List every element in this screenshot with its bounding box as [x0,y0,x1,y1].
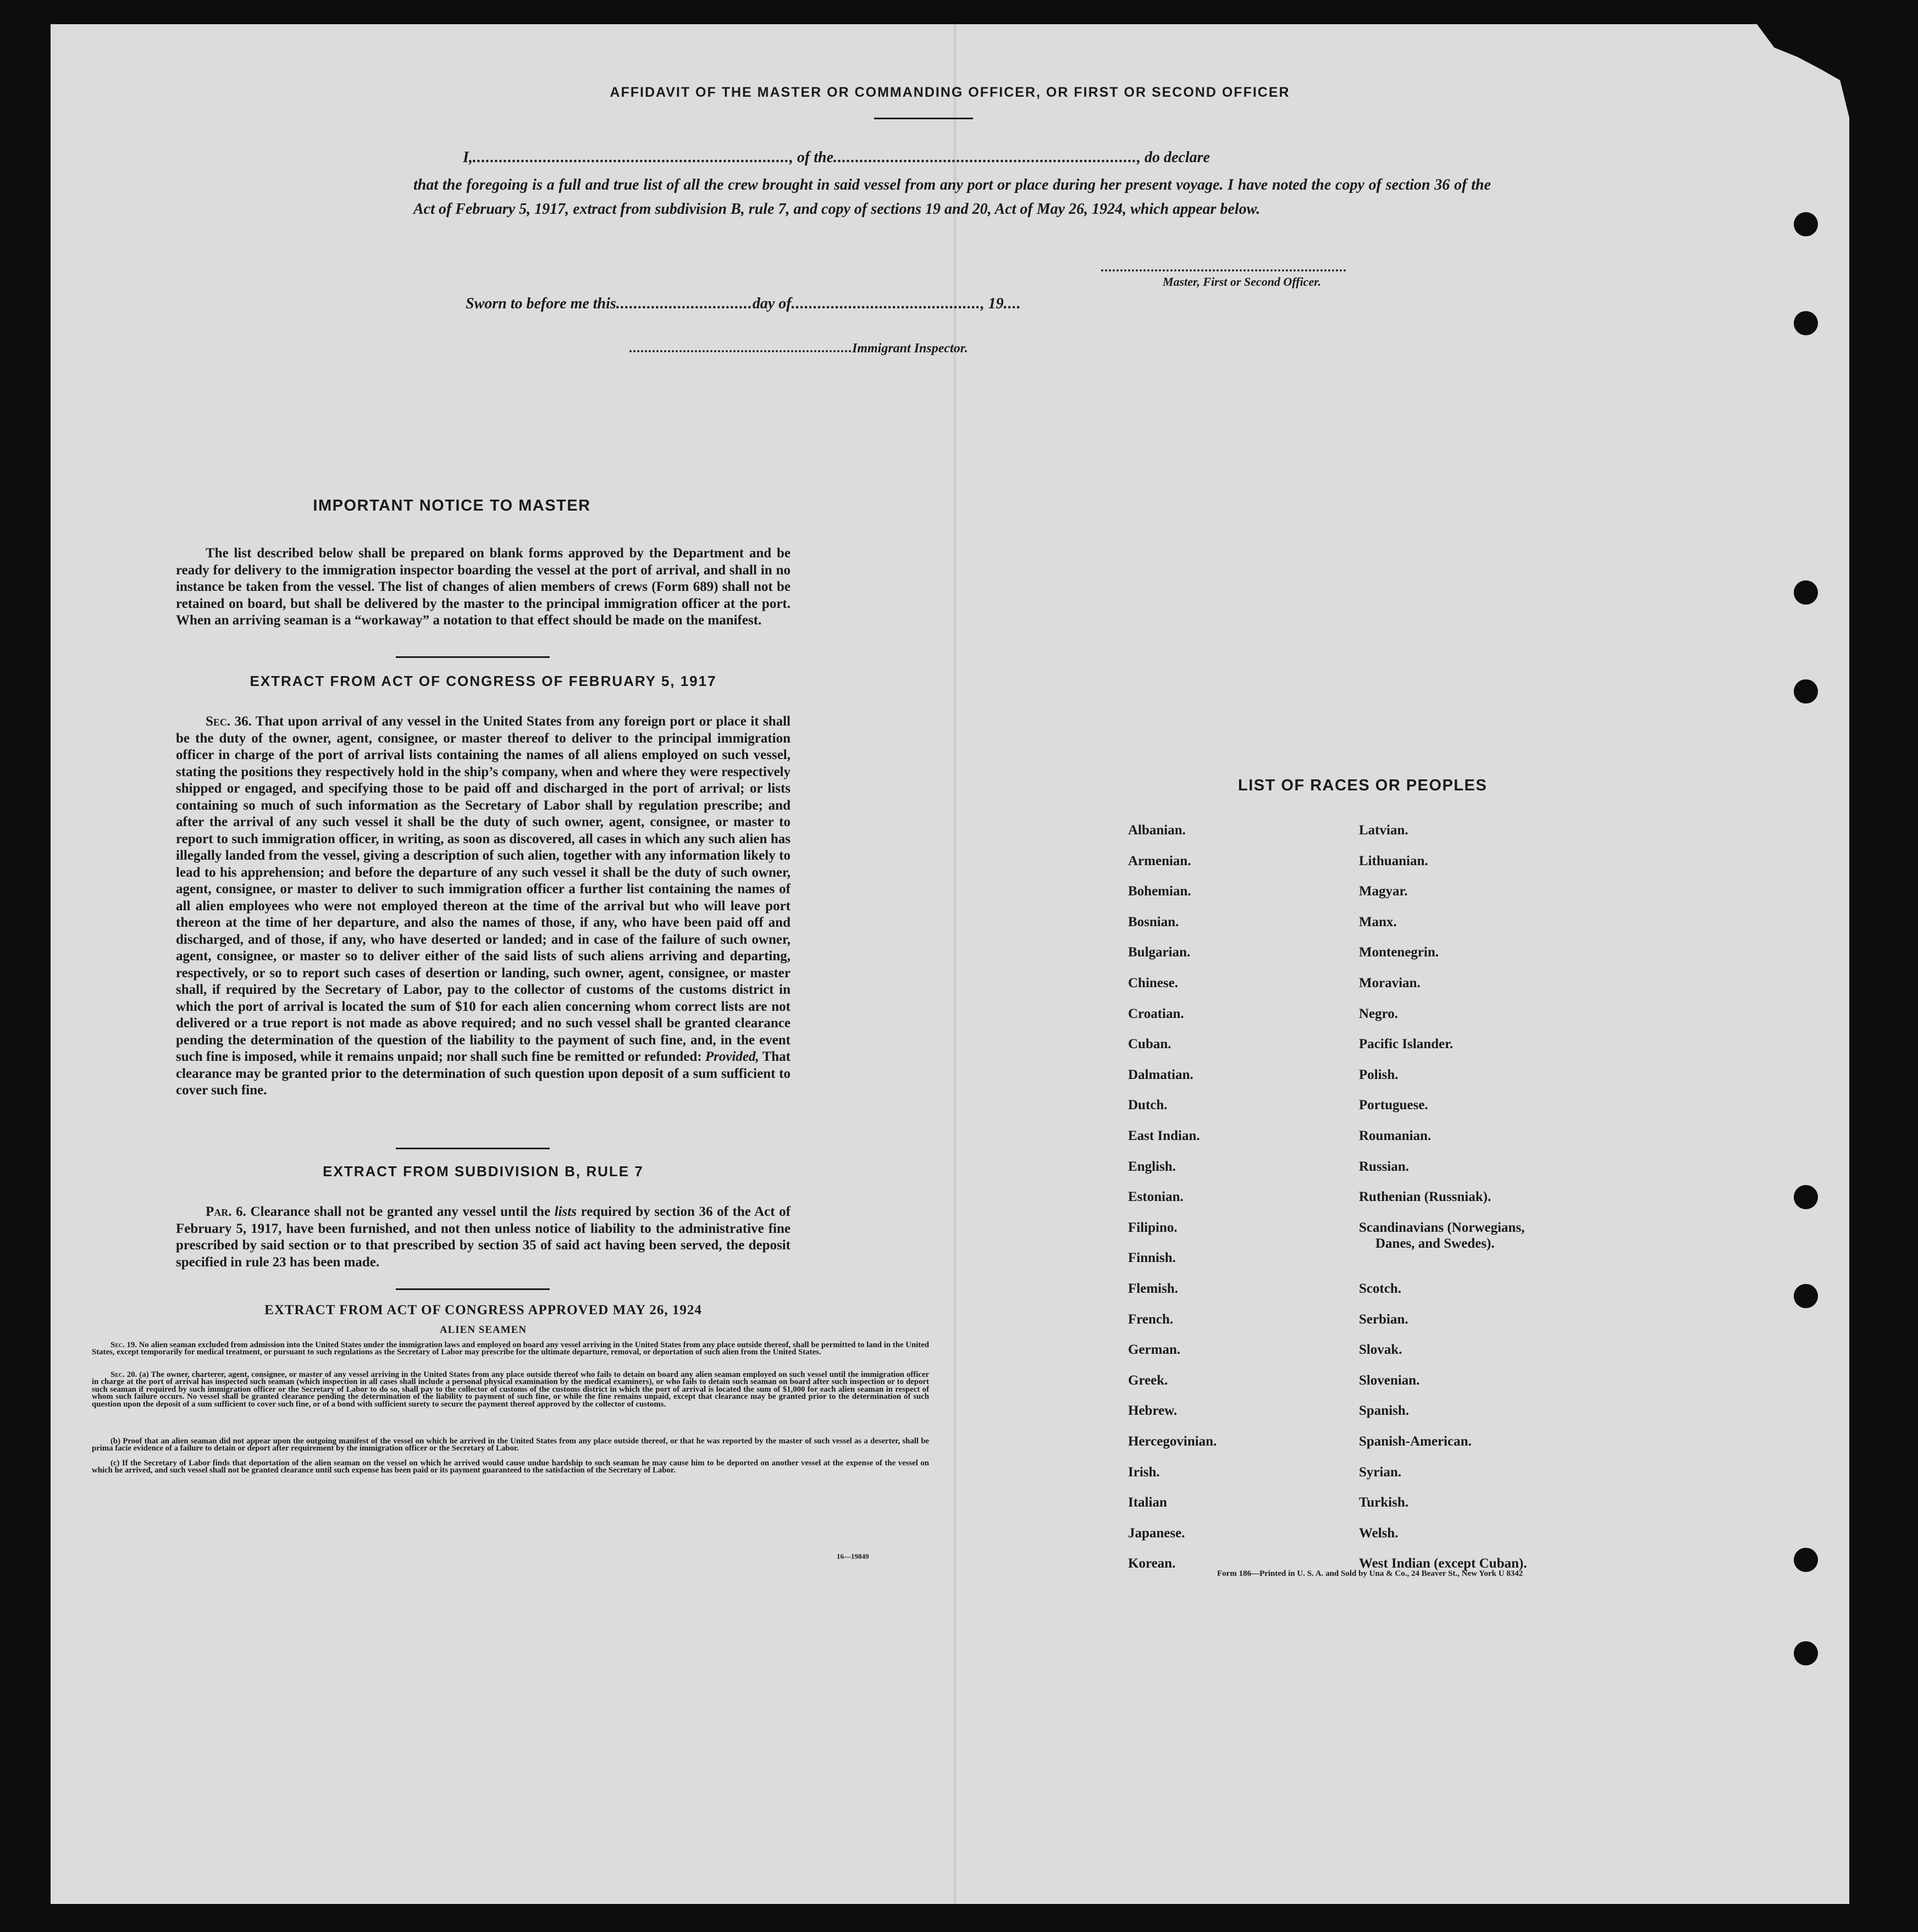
section-rule-3 [396,1288,550,1290]
race-item-left: Estonian. [1128,1189,1184,1205]
affidavit-i: I, [463,149,473,166]
race-item-left: Bohemian. [1128,884,1191,899]
sworn-year-blank[interactable]: .... [1003,295,1021,312]
par-6-text-a: Clearance shall not be granted any vessel until the [250,1204,551,1219]
alien-seamen-subtitle: ALIEN SEAMEN [439,1324,527,1336]
punch-hole-1 [1794,212,1818,236]
sec-20c-text: (c) If the Secretary of Labor finds that deportation of the alien seaman on the vessel on which he arrived would cause undue hardship to such seaman he may cause him to be deported on another vessel at the expense of the vessel on which he arrived, and such vessel shall not be granted clearance until such expense has been paid or its payment guaranteed to the satisfaction of the Secretary of Labor. [92,1459,929,1475]
race-item-left: Dutch. [1128,1098,1168,1113]
sworn-day-of: day of [752,295,792,312]
race-item-right: Scotch. [1359,1281,1402,1296]
sec-36-text: That upon arrival of any vessel in the United States from any foreign port or place it shall be the duty of the owner, agent, consignee, or master thereof to deliver to the principal immigration officer in charge of the port of arrival lists containing the names of all aliens employed on such vessel, stating the positions they respectively hold in the ship’s company, when and where they were respectively shipped or engaged, and specifying those to be paid off and discharged in the port of arrival; or lists containing so much of such information as the Secretary of Labor shall by regulation prescribe; and after the arrival of any such vessel it shall be the duty of such owner, agent, consignee, or master to report to such immigration officer, in writing, as soon as discovered, all cases in which any such alien has illegally landed from the vessel, giving a description of such alien, together with any information likely to lead to his apprehension; and before the departure of any such vessel it shall be the duty of such owner, agent, consignee, or master to deliver to such immigration officer a further list containing the names of all alien employees who were not employed thereon at the time of the arrival but who will leave port thereon at the time of her departure, and also the names of those, if any, who have been paid off and discharged, and of those, if any, who have deserted or landed; and in case of the failure of such owner, agent, consignee, or master so to deliver either of the said lists of such aliens arriving and departing, respectively, or so to report such cases of desertion or landing, such owner, agent, consignee, or master shall, if required by the Secretary of Labor, pay to the collector of customs of the customs district in which the port of arrival is located the sum of $10 for each alien concerning whom correct lists are not delivered or a true report is not made as above required; and no such vessel shall be granted clearance pending the determination of the question of the liability to the payment of such fine, and, in the event such fine is imposed, while it remains unpaid; nor shall such fine be remitted or refunded: [176,714,791,1064]
sec-20c-para [92,1460,929,1475]
extract-1924-title: EXTRACT FROM ACT OF CONGRESS APPROVED MAY 26, 1924 [264,1303,702,1317]
race-item-left: English. [1128,1159,1176,1174]
punch-hole-2 [1794,311,1818,335]
sec-20b-para [92,1438,929,1453]
affidavit-line1 [463,149,1491,167]
race-item-right: Pacific Islander. [1359,1037,1453,1052]
section-rule-2 [396,1148,550,1149]
race-item-left: Hercegovinian. [1128,1434,1217,1449]
race-item-left: German. [1128,1342,1181,1358]
race-item-left: Greek. [1128,1372,1168,1388]
sec-20-label: Sec. 20. [110,1370,137,1379]
affidavit-of-the: , of the [789,149,834,166]
punch-hole-4 [1794,679,1818,704]
race-item-left: Croatian. [1128,1006,1184,1021]
master-signature-label: Master, First or Second Officer. [1163,275,1322,289]
race-item-right: Welsh. [1359,1525,1399,1541]
sec-19-label: Sec. 19. [110,1341,137,1349]
race-item-right: West Indian (except Cuban). [1359,1556,1527,1571]
lists-word: lists [554,1204,577,1219]
form-code: 16—19849 [837,1552,869,1560]
sec-20a-para [92,1371,929,1408]
race-item-right: Montenegrin. [1359,945,1439,960]
race-item-left: Albanian. [1128,823,1186,838]
inspector-line [629,341,968,356]
sworn-prefix: Sworn to before me this [466,295,616,312]
sec-20a-text: (a) The owner, charterer, agent, consignee, or master of any vessel arriving in the United States from any place outside thereof who fails to detain on board any alien seaman employed on such vessel until the immigration officer in charge at the port of arrival has inspected such seaman (which inspection in all cases shall include a personal physical examination by the medical examiners), or who fails to detain such seaman on board after such inspection or to deport such seaman if required by such immigration officer or the Secretary of Labor to do so, shall pay to the collector of customs of the customs district in which the port of arrival is located the sum of $1,000 for each alien seaman in respect of whom such failure occurs. No vessel shall be granted clearance pending the determination of the liability to payment of such fine, or while the fine remains unpaid, except that clearance may be granted prior to the determination of such question upon the deposit of a sum sufficient to cover such fine, or of a bond with sufficient surety to secure the payment thereof approved by the collector of customs. [92,1370,930,1409]
race-item-left: Bulgarian. [1128,945,1191,960]
punch-hole-3 [1794,580,1818,605]
race-item-right: Slovenian. [1359,1372,1420,1388]
provided-label: Provided, [705,1049,759,1064]
sworn-line [466,295,1021,313]
extract-1917-title: EXTRACT FROM ACT OF CONGRESS OF FEBRUARY 5, 1917 [250,673,717,689]
race-item-left: Japanese. [1128,1525,1185,1541]
race-item-right: Slovak. [1359,1342,1402,1358]
sworn-day-blank[interactable]: ............................... [616,295,753,312]
race-item-left: Armenian. [1128,853,1191,868]
race-item-left: Finnish. [1128,1250,1176,1266]
sec-19-para [92,1342,929,1357]
races-title: LIST OF RACES OR PEOPLES [1238,777,1488,794]
master-name-blank[interactable]: ........................................................................ [472,149,789,166]
affidavit-body: that the foregoing is a full and true list of all the crew brought in said vessel from any port or place during her present voyage. I have noted the copy of section 36 of the Act of February 5, 1917, extract from subdivision B, rule 7, and copy of sections 19 and 20, Act of May 26, 1924, which appear below. [413,176,1491,218]
punch-hole-6 [1794,1284,1818,1308]
inspector-label: Immigrant Inspector. [852,341,968,356]
punch-hole-7 [1794,1548,1818,1572]
torn-corner [1734,24,1849,118]
punch-hole-8 [1794,1641,1818,1665]
race-item-right: Spanish-American. [1359,1434,1472,1449]
extract-1917-body [176,713,791,1099]
race-item-right: Latvian. [1359,823,1408,838]
provided-text: That clearance may be granted prior to the determination of such question upon deposit of a sum sufficient to cover such fine. [176,1049,791,1098]
sec-36-label: Sec. 36. [206,714,252,729]
notice-body [176,545,791,629]
master-signature-line[interactable]: ................................................................ [1101,261,1347,275]
race-item-right: Syrian. [1359,1464,1402,1480]
race-item-left: Chinese. [1128,976,1178,990]
race-item-right: Danes, and Swedes). [1375,1236,1495,1251]
sec-20b-text: (b) Proof that an alien seaman did not appear upon the outgoing manifest of the vessel on which he arrived in the United States from any place outside thereof, or that he was reported by the master of such vessel as a deserter, shall be prima facie evidence of a failure to detain or deport after requirement by the immigration officer or the Secretary of Labor. [92,1437,929,1453]
notice-title: IMPORTANT NOTICE TO MASTER [313,497,591,514]
race-item-right: Lithuanian. [1359,853,1428,868]
race-item-right: Polish. [1359,1067,1399,1082]
notice-body-text: The list described below shall be prepared on blank forms approved by the Department and be ready for delivery to the immigration inspector boarding the vessel at the port of arrival, and shall in no instance be taken from the vessel. The list of changes of alien members of crews (Form 689) shall not be retained on board, but shall be delivered by the master to the principal immigration officer at the port. When an arriving seaman is a “workaway” a notation to that effect should be made on the manifest. [176,546,791,628]
race-item-left: Flemish. [1128,1281,1178,1296]
race-item-right: Portuguese. [1359,1098,1428,1113]
race-item-left: Hebrew. [1128,1403,1178,1419]
rule-7-body [176,1204,791,1271]
race-item-right: Russian. [1359,1159,1410,1174]
race-item-left: French. [1128,1311,1174,1327]
par-6-label: Par. 6. [206,1204,246,1219]
race-item-right: Negro. [1359,1006,1399,1021]
rule-7-title: EXTRACT FROM SUBDIVISION B, RULE 7 [323,1163,644,1180]
race-item-left: Irish. [1128,1464,1160,1480]
sworn-month-blank[interactable]: ........................................... [791,295,981,312]
race-item-left: Filipino. [1128,1220,1178,1235]
race-item-right: Moravian. [1359,976,1420,990]
punch-hole-5 [1794,1185,1818,1209]
vessel-name-blank[interactable]: ..................................................................... [833,149,1137,166]
race-item-right: Scandinavians (Norwegians, [1359,1220,1525,1235]
race-item-right: Magyar. [1359,884,1408,899]
section-rule-1 [396,656,550,658]
race-item-right: Turkish. [1359,1495,1409,1510]
affidavit-title: AFFIDAVIT OF THE MASTER OR COMMANDING OFFICER, OR FIRST OR SECOND OFFICER [610,85,1290,100]
race-item-right: Ruthenian (Russniak). [1359,1189,1491,1205]
race-item-left: Bosnian. [1128,914,1179,929]
affidavit-title-rule [874,118,973,119]
document-page [51,24,1849,1904]
printer-imprint: Form 186—Printed in U. S. A. and Sold by Una & Co., 24 Beaver St., New York U 8342 [1217,1569,1523,1578]
race-item-left: Korean. [1128,1556,1176,1571]
affidavit-do-declare: , do declare [1137,149,1210,166]
race-item-right: Roumanian. [1359,1128,1431,1143]
race-item-left: Dalmatian. [1128,1067,1193,1082]
race-item-left: Cuban. [1128,1037,1171,1052]
race-item-left: Italian [1128,1495,1167,1510]
inspector-signature-blank[interactable]: .......................................................... [629,341,852,356]
sworn-year: , 19 [980,295,1004,312]
race-item-right: Serbian. [1359,1311,1408,1327]
race-item-right: Spanish. [1359,1403,1410,1419]
race-item-right: Manx. [1359,914,1397,929]
par-6-text-b: required by section 36 of the Act of February 5, 1917, have been furnished, and not then unless notice of liability to the administrative fine prescribed by said section or to that prescribed by section 35 of said act having been served, the deposit specified in rule 23 has been made. [176,1204,791,1270]
race-item-left: East Indian. [1128,1128,1200,1143]
sec-19-text: No alien seaman excluded from admission into the United States under the immigration laws and employed on board any vessel arriving in the United States from any place outside thereof, shall be permitted to land in the United States, except temporarily for medical treatment, or pursuant to such regulations as the Secretary of Labor may prescribe for the ultimate departure, removal, or deportation of such alien from the United States. [92,1341,929,1357]
